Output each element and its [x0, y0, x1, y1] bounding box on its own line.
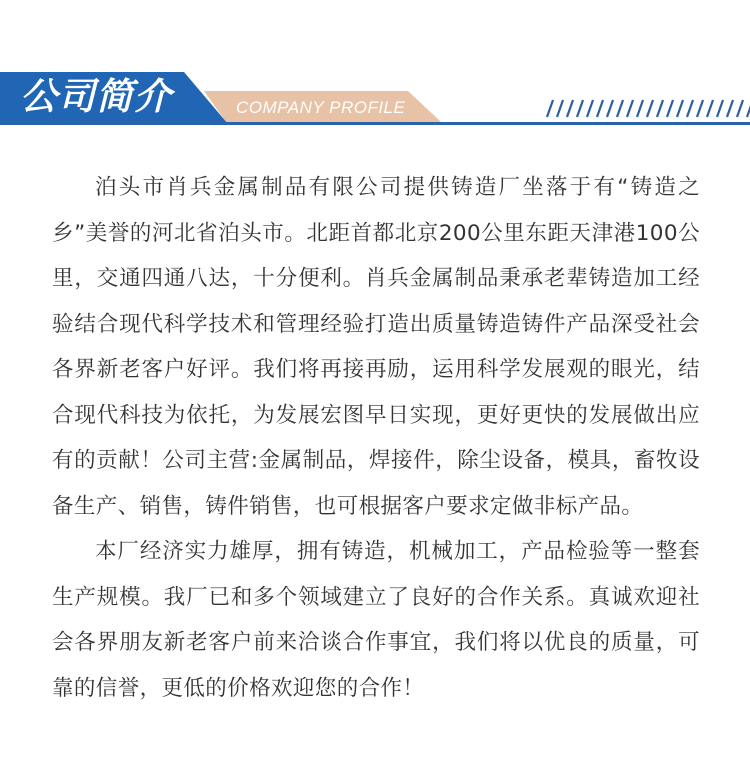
company-profile-body: [52, 165, 700, 711]
section-header: [0, 0, 750, 130]
profile-paragraph-1: 泊头市肖兵金属制品有限公司提供铸造厂坐落于有“铸造之乡”美誉的河北省泊头市。北距首都北京200公里东距天津港100公里，交通四通八达，十分便利。肖兵金属制品秉承老辈铸造加工经验结合现代科学技术和管理经验打造出质量铸造铸件产品深受社会各界新老客户好评。我们将再接再励，运用科学发展观的眼光，结合现代科技为依托，为发展宏图早日实现，更好更快的发展做出应有的贡献！公司主营:金属制品，焊接件，除尘设备，模具，畜牧设备生产、销售，铸件销售，也可根据客户要求定做非标产品。: [52, 175, 700, 519]
hatch-slashes-icon: [547, 100, 750, 117]
profile-paragraph-2: 本厂经济实力雄厚，拥有铸造，机械加工，产品检验等一整套生产规模。我厂已和多个领域建立了良好的合作关系。真诚欢迎社会各界朋友新老客户前来洽谈合作事宜，我们将以优良的质量，可靠的信誉，更低的价格欢迎您的合作！: [52, 539, 700, 701]
section-title-chinese: 公司简介: [20, 75, 172, 118]
section-title-english: COMPANY PROFILE: [236, 98, 406, 117]
header-divider-line: [0, 122, 750, 125]
